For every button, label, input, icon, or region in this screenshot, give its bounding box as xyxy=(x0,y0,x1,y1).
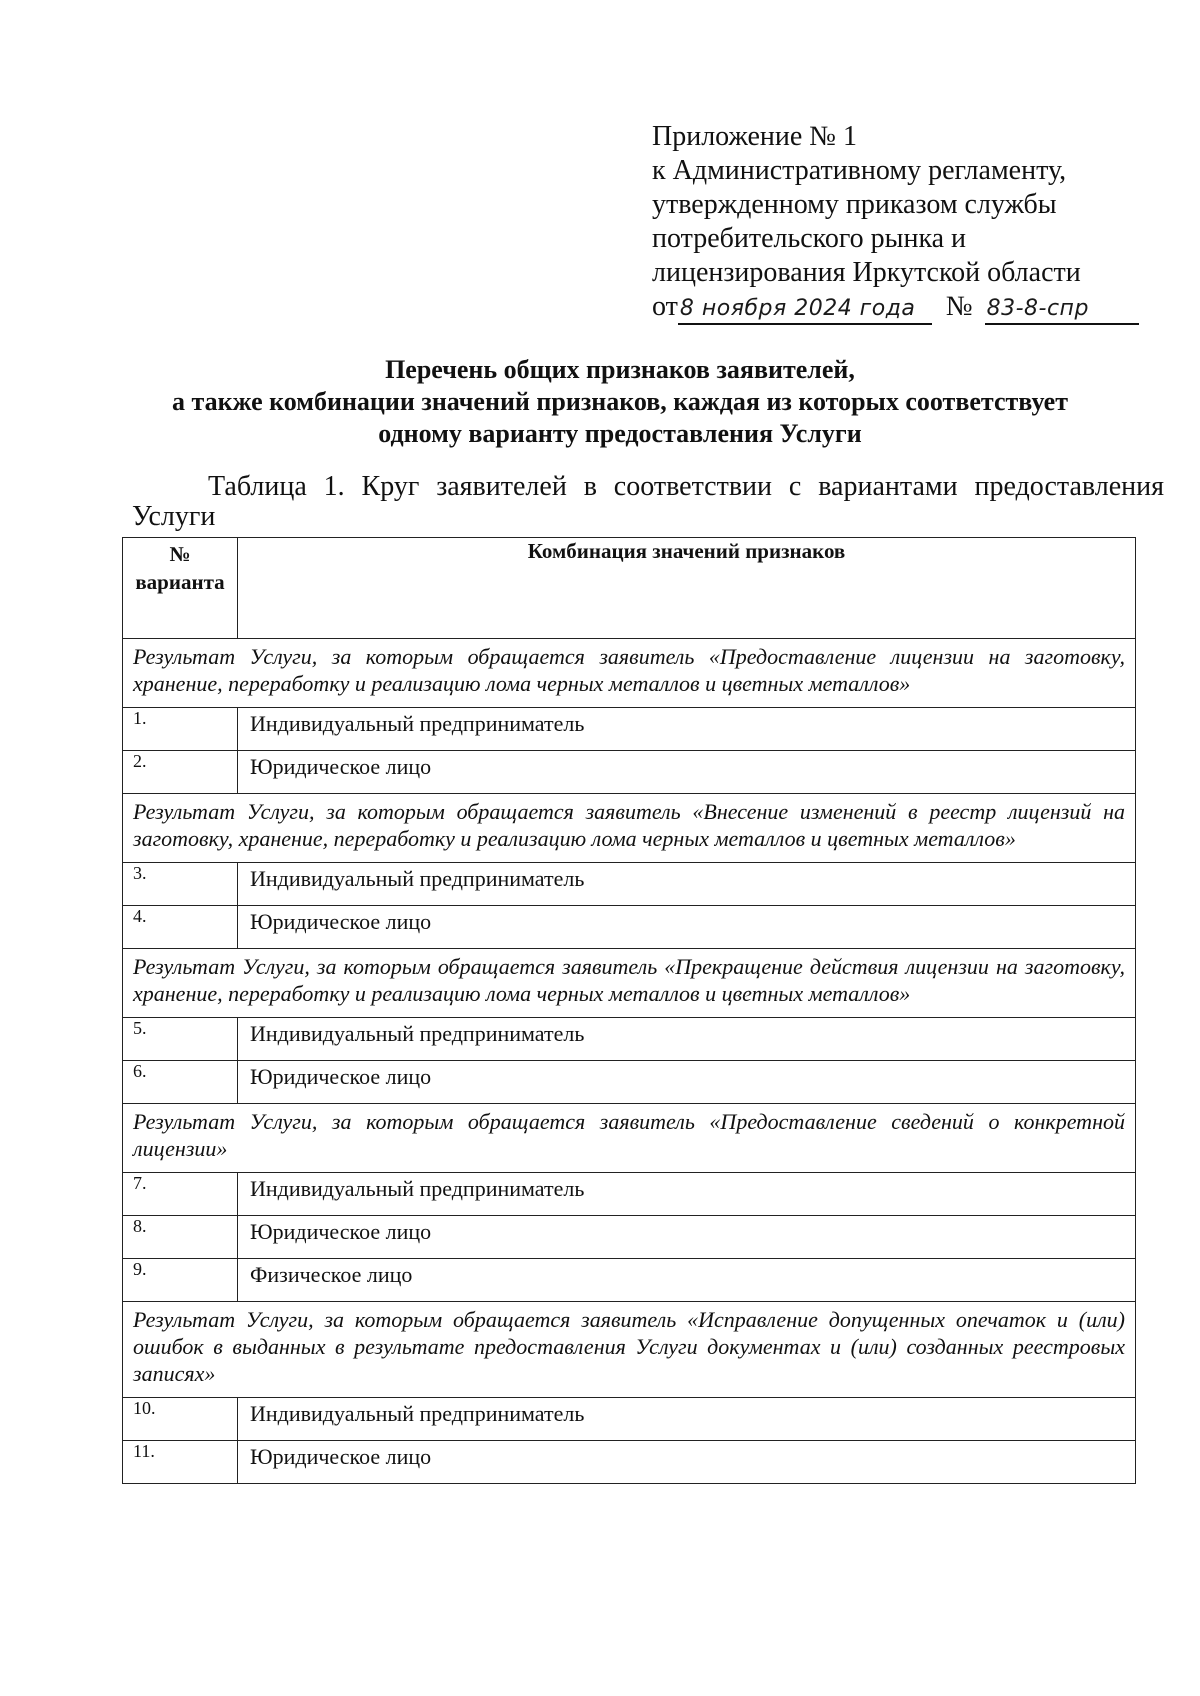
section-title: Результат Услуги, за которым обращается заявитель «Предоставление лицензии на заготовку, хранение, переработку и реализацию лома черных металлов и цветных металлов» xyxy=(123,639,1136,708)
applicant-type: Индивидуальный предприниматель xyxy=(238,863,1136,906)
appendix-line: утвержденному приказом службы xyxy=(652,189,1057,220)
table-caption: Таблица 1. Круг заявителей в соответствии с вариантами предоставления Услуги xyxy=(132,471,1164,532)
document-heading xyxy=(120,354,1120,450)
date-prefix: от xyxy=(652,291,678,322)
section-row xyxy=(123,1302,1136,1398)
variant-number: 11. xyxy=(123,1441,238,1484)
variant-number: 10. xyxy=(123,1398,238,1441)
applicant-type: Индивидуальный предприниматель xyxy=(238,1398,1136,1441)
table-row xyxy=(123,1018,1136,1061)
header-variant-number: № варианта xyxy=(123,538,238,639)
variant-number: 8. xyxy=(123,1216,238,1259)
table-row xyxy=(123,1216,1136,1259)
applicant-type: Юридическое лицо xyxy=(238,751,1136,794)
appendix-block xyxy=(652,120,1172,326)
applicant-type: Индивидуальный предприниматель xyxy=(238,1173,1136,1216)
section-row xyxy=(123,1104,1136,1173)
variant-number: 9. xyxy=(123,1259,238,1302)
appendix-line: к Административному регламенту, xyxy=(652,155,1067,186)
variant-number: 3. xyxy=(123,863,238,906)
variant-number: 2. xyxy=(123,751,238,794)
appendix-date-line xyxy=(652,290,1172,326)
table-row xyxy=(123,751,1136,794)
section-row xyxy=(123,949,1136,1018)
variant-number: 5. xyxy=(123,1018,238,1061)
section-title: Результат Услуги, за которым обращается заявитель «Предоставление сведений о конкретной лицензии» xyxy=(123,1104,1136,1173)
heading-line: а также комбинации значений признаков, каждая из которых соответствует xyxy=(172,387,1068,416)
table-header-row xyxy=(123,538,1136,639)
section-title: Результат Услуги, за которым обращается заявитель «Исправление допущенных опечаток и (или) ошибок в выданных в результате предоставления Услуги документах и (или) созданных реестровых записях» xyxy=(123,1302,1136,1398)
table-row xyxy=(123,708,1136,751)
section-title: Результат Услуги, за которым обращается заявитель «Внесение изменений в реестр лицензий на заготовку, хранение, переработку и реализацию лома черных металлов и цветных металлов» xyxy=(123,794,1136,863)
number-label: № xyxy=(945,291,973,322)
appendix-line: потребительского рынка и xyxy=(652,223,967,254)
variant-number: 6. xyxy=(123,1061,238,1104)
applicant-type: Индивидуальный предприниматель xyxy=(238,1018,1136,1061)
applicant-type: Юридическое лицо xyxy=(238,1216,1136,1259)
table-row xyxy=(123,1061,1136,1104)
applicant-type: Юридическое лицо xyxy=(238,1061,1136,1104)
applicant-type: Юридическое лицо xyxy=(238,906,1136,949)
appendix-line: Приложение № 1 xyxy=(652,121,857,152)
variant-number: 1. xyxy=(123,708,238,751)
heading-line: Перечень общих признаков заявителей, xyxy=(385,355,855,384)
section-row xyxy=(123,639,1136,708)
applicant-type: Юридическое лицо xyxy=(238,1441,1136,1484)
handwritten-number: 83-8-спр xyxy=(985,295,1139,325)
header-combination: Комбинация значений признаков xyxy=(238,538,1136,639)
heading-line: одному варианту предоставления Услуги xyxy=(378,419,862,448)
section-row xyxy=(123,794,1136,863)
applicants-table xyxy=(122,537,1136,1484)
applicant-type: Физическое лицо xyxy=(238,1259,1136,1302)
table-row xyxy=(123,1173,1136,1216)
table-row xyxy=(123,1398,1136,1441)
variant-number: 4. xyxy=(123,906,238,949)
table-row xyxy=(123,906,1136,949)
table-row xyxy=(123,1441,1136,1484)
appendix-line: лицензирования Иркутской области xyxy=(652,257,1081,288)
table-row xyxy=(123,863,1136,906)
variant-number: 7. xyxy=(123,1173,238,1216)
handwritten-date: 8 ноября 2024 года xyxy=(678,295,932,325)
table-row xyxy=(123,1259,1136,1302)
applicant-type: Индивидуальный предприниматель xyxy=(238,708,1136,751)
section-title: Результат Услуги, за которым обращается заявитель «Прекращение действия лицензии на заготовку, хранение, переработку и реализацию лома черных металлов и цветных металлов» xyxy=(123,949,1136,1018)
